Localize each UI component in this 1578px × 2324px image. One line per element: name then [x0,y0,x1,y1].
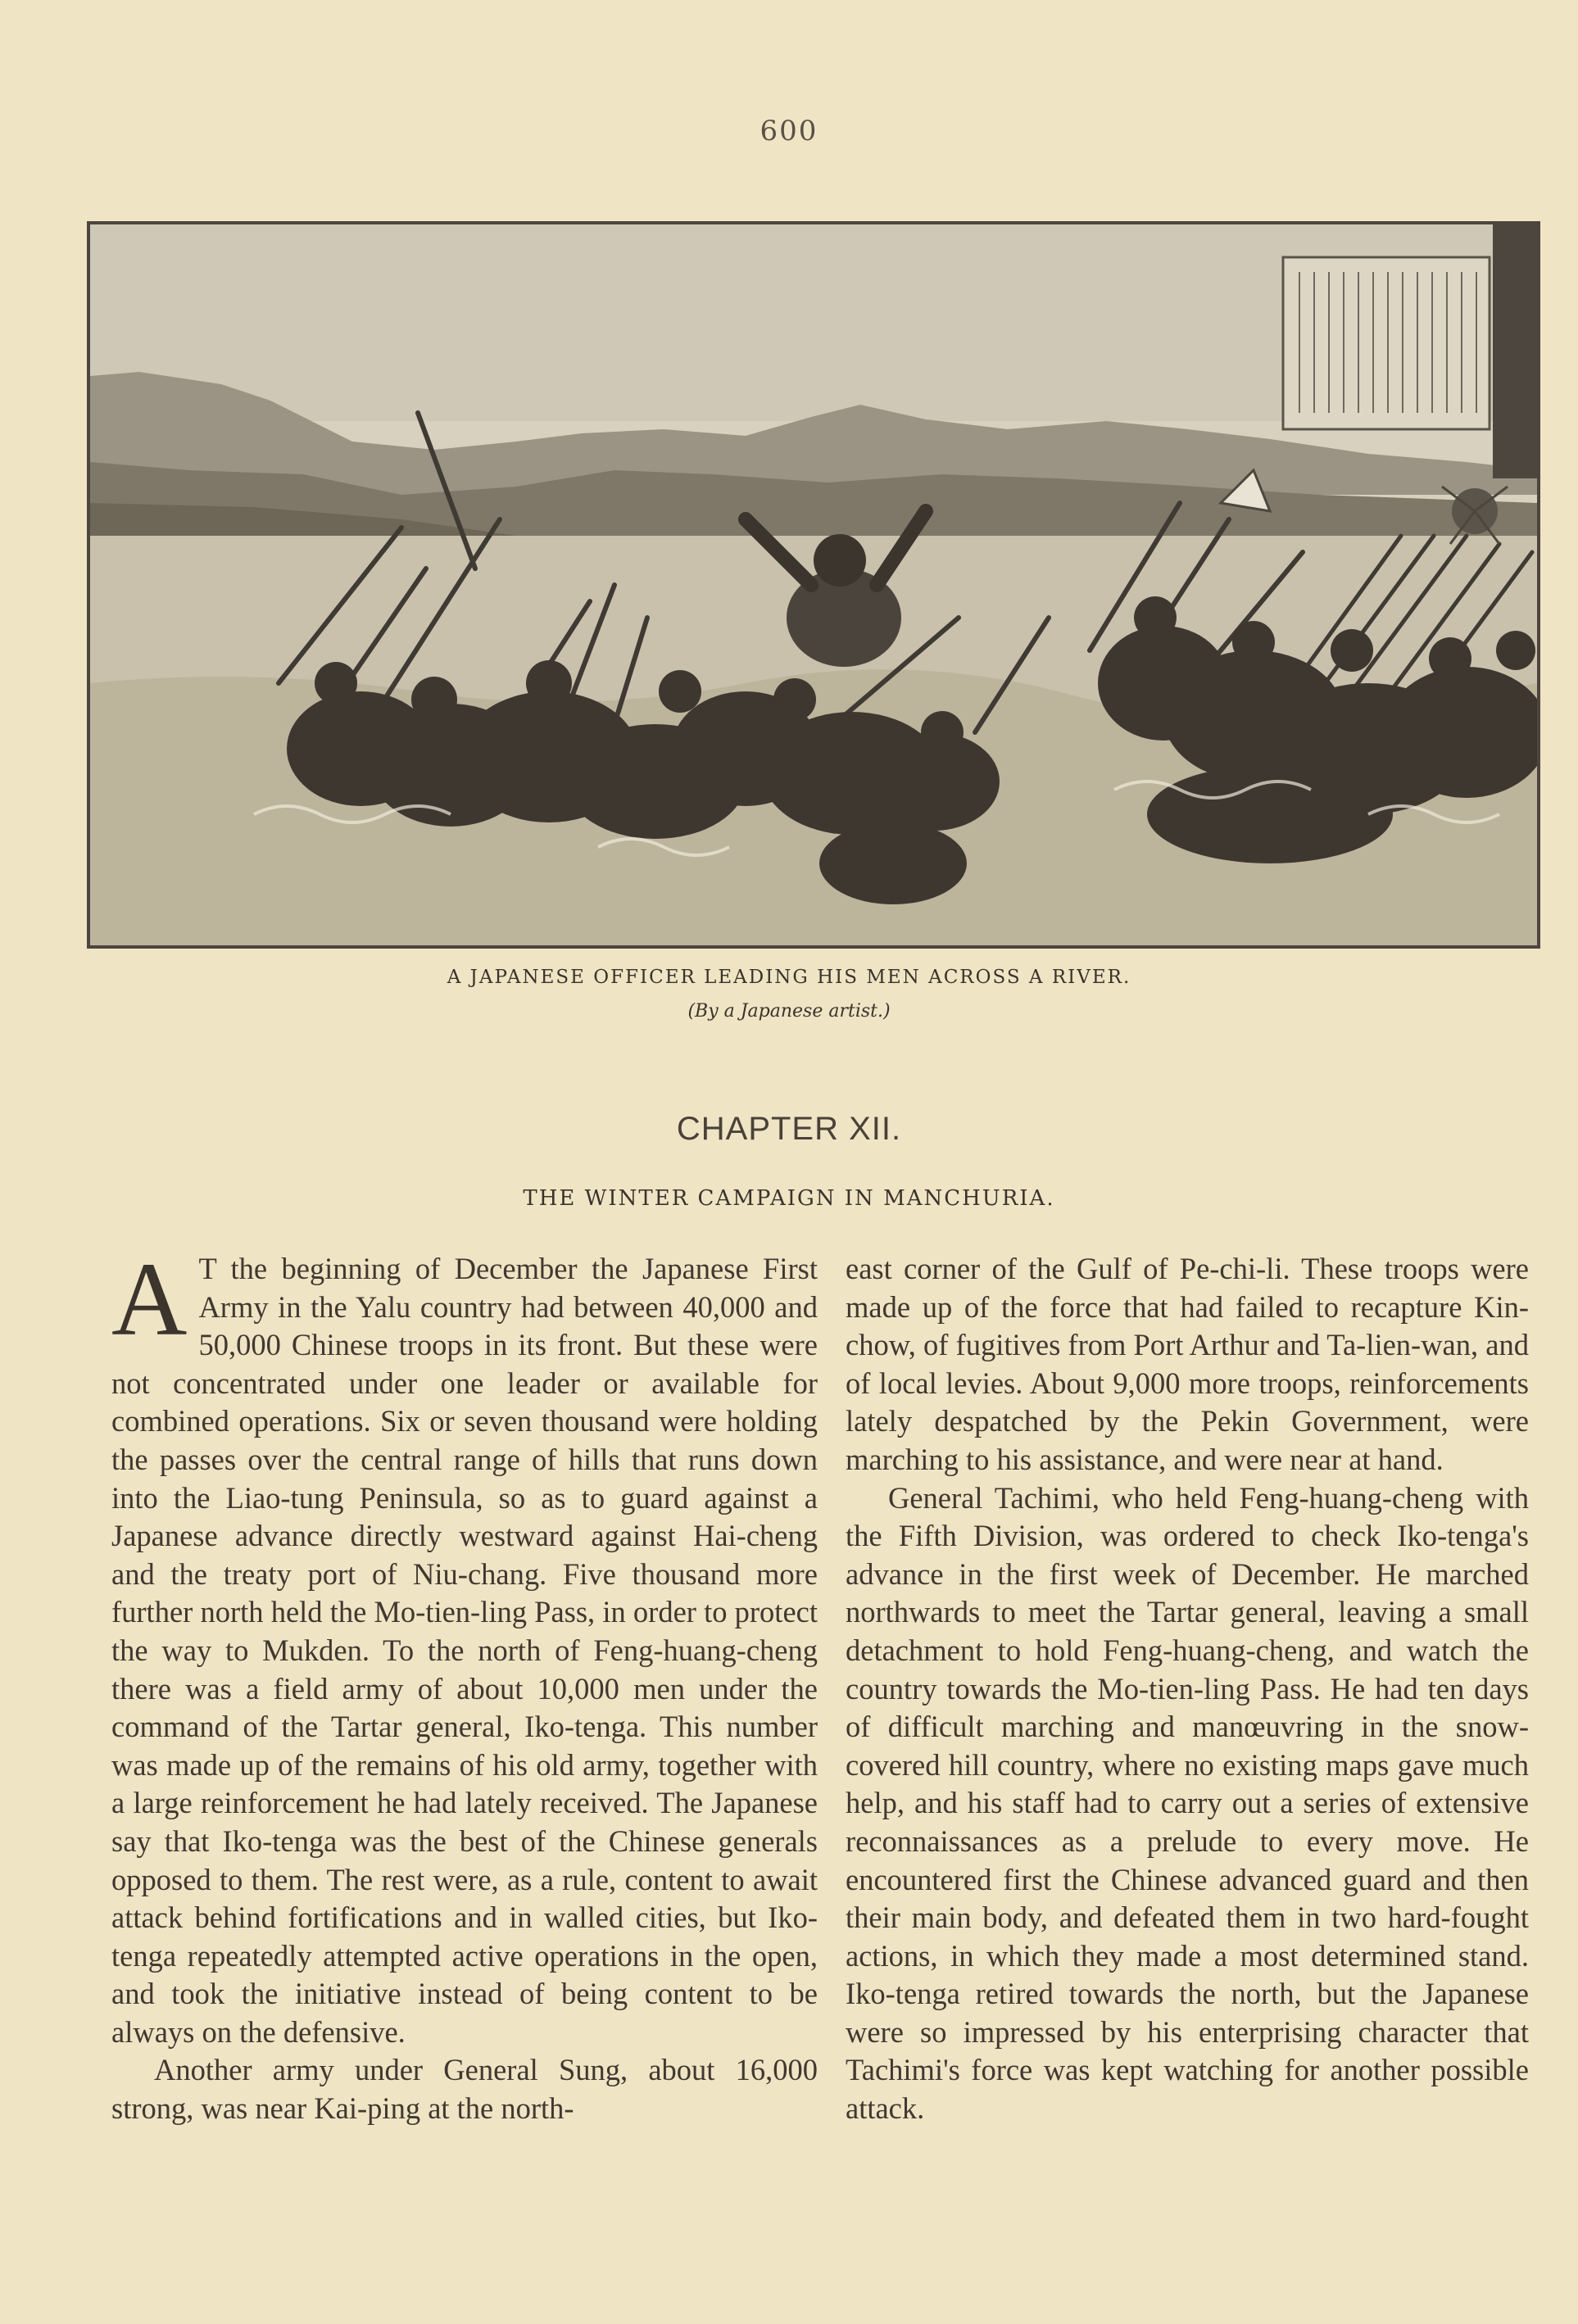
paragraph: Another army under General Sung, about 16,000 strong, was near Kai-ping at the north- [111,2053,818,2126]
illustration-credit: (By a Japanese artist.) [687,1001,891,1022]
paragraph: General Tachimi, who held Feng-huang-cheng with the Fifth Division, was ordered to check Iko-tenga's advance in the first week of December. He marched northwards to meet the Tartar general, leaving a small detachment to hold Feng-huang-cheng, and watch the country towards the Mo-tien-ling Pass. He had ten days of difficult marching and manœuvring in the snow-covered hill country, where no existing maps gave much help, and his staff had to carry out a series of extensive reconnaissances as a prelude to every move. He encountered first the Chinese advanced guard and then their main body, and defeated them in two hard-fought actions, in which they made a most determined stand. Iko-tenga retired towards the north, but the Japanese were so impressed by his enterprising character that Tachimi's force was kept watching for another possible attack. [846,1480,1529,2126]
chapter-title: CHAPTER XII. [676,1111,902,1147]
paragraph-text: T the beginning of December the Japanese First Army in the Yalu country had between 40,000 and 50,000 Chinese troops in its front. But these were not concentrated under one leader or available for combined operations. Six or seven thousand were holding the passes over the central range of hills that runs down into the Liao-tung Peninsula, so as to guard against a Japanese advance directly westward against Hai-cheng and the treaty port of Niu-chang. Five thousand more further north held the Mo-tien-ling Pass, in order to protect the way to Mukden. To the north of Feng-huang-cheng there was a field army of about 10,000 men under the command of the Tartar general, Iko-tenga. This number was made up of the remains of his old army, together with a large reinforcement he had lately received. The Japanese say that Iko-tenga was the best of the Chinese generals opposed to them. The rest were, as a rule, content to await attack behind fortifications and in walled cities, but Iko-tenga repeatedly attempted active operations in the open, and took the initiative instead of being content to be always on the defensive. [111,1252,818,2049]
page-number: 600 [760,115,818,147]
paragraph [111,1241,818,2051]
dropcap: A [111,1241,188,1357]
chapter-subtitle: THE WINTER CAMPAIGN IN MANCHURIA. [523,1186,1055,1211]
illustration-caption: A JAPANESE OFFICER LEADING HIS MEN ACROSS A RIVER. [447,967,1131,988]
body-column-left [111,1241,818,2128]
illustration-plate [87,221,1540,949]
body-column-right [846,1250,1529,2128]
river-crossing-illustration [90,224,1537,945]
paragraph: east corner of the Gulf of Pe-chi-li. These troops were made up of the force that had failed to recapture Kin-chow, of fugitives from Port Arthur and Ta-lien-wan, and of local levies. About 9,000 more troops, reinforcements lately despatched by the Pekin Government, were marching to his assistance, and were near at hand. [846,1252,1529,1476]
